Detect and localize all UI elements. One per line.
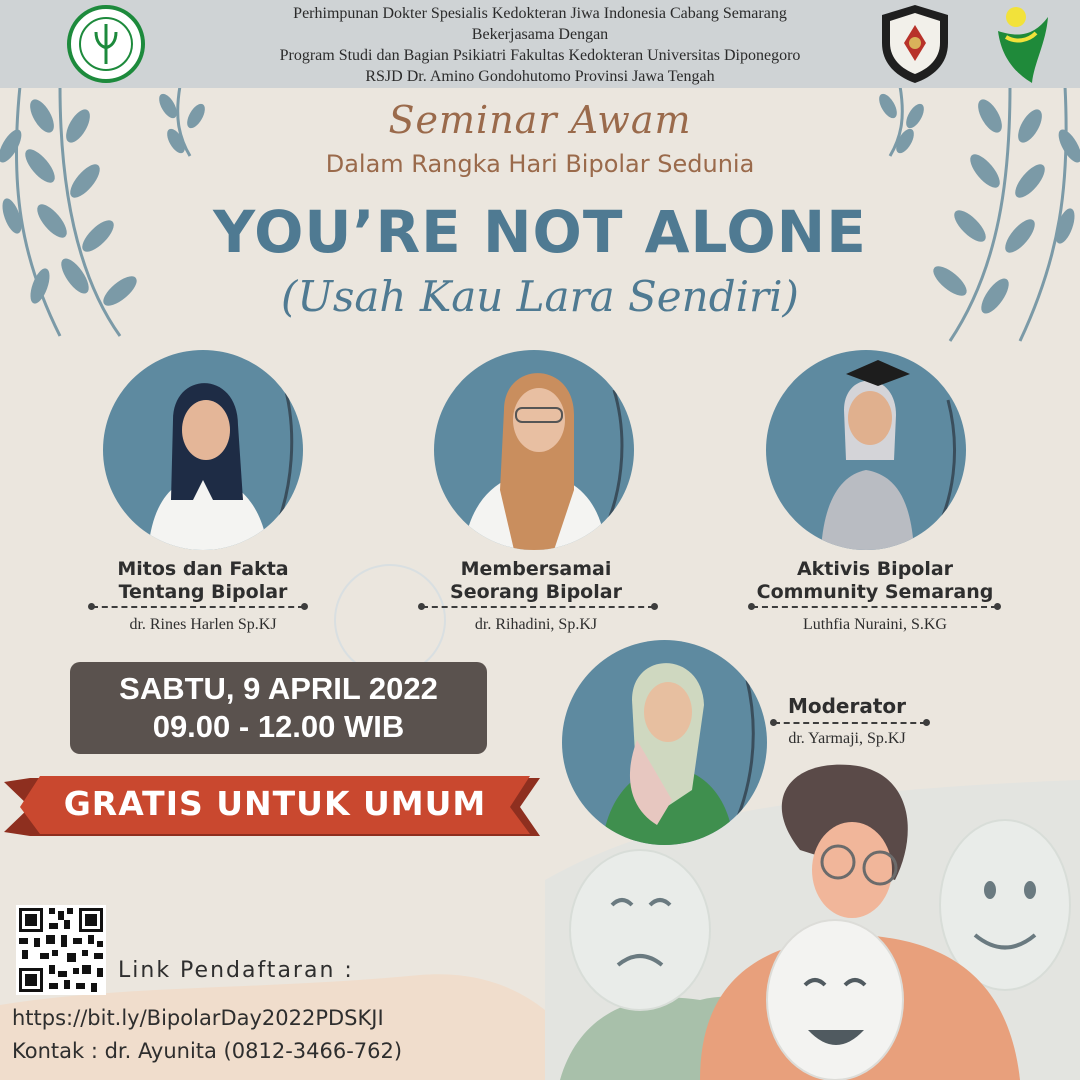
free-banner-text: GRATIS UNTUK UMUM bbox=[63, 784, 487, 823]
pdskji-emblem-icon bbox=[66, 4, 146, 84]
contact-info: Kontak : dr. Ayunita (0812-3466-762) bbox=[12, 1039, 403, 1063]
event-date: SABTU, 9 APRIL 2022 bbox=[119, 671, 438, 706]
divider-dot bbox=[651, 603, 658, 610]
moderator-name: dr. Yarmaji, Sp.KJ bbox=[788, 730, 906, 747]
event-subtitle: (Usah Kau Lara Sendiri) bbox=[281, 272, 799, 321]
divider-dot bbox=[994, 603, 1001, 610]
registration-link[interactable]: https://bit.ly/BipolarDay2022PDSKJI bbox=[12, 1006, 384, 1030]
registration-label: Link Pendaftaran : bbox=[118, 958, 354, 983]
speaker-topic-1 bbox=[80, 558, 326, 604]
speaker-portrait-1 bbox=[103, 350, 303, 550]
speaker-portrait-3 bbox=[766, 350, 966, 550]
header-band bbox=[0, 0, 1080, 88]
divider-dot bbox=[748, 603, 755, 610]
divider-dot bbox=[418, 603, 425, 610]
header-line-4: RSJD Dr. Amino Gondohutomo Provinsi Jawa Tengah bbox=[365, 68, 715, 85]
event-occasion: Dalam Rangka Hari Bipolar Sedunia bbox=[325, 150, 755, 178]
header-line-1: Perhimpunan Dokter Spesialis Kedokteran Jiwa Indonesia Cabang Semarang bbox=[293, 5, 787, 22]
speaker-name-1: dr. Rines Harlen Sp.KJ bbox=[129, 616, 277, 633]
divider-2 bbox=[422, 606, 654, 608]
speaker-topic-3 bbox=[735, 558, 1015, 604]
speaker-name-2: dr. Rihadini, Sp.KJ bbox=[474, 616, 598, 633]
speaker-photo-1 bbox=[103, 350, 303, 550]
header-line-3: Program Studi dan Bagian Psikiatri Fakultas Kedokteran Universitas Diponegoro bbox=[279, 47, 801, 64]
registration-qr-code[interactable] bbox=[16, 905, 106, 995]
divider-1 bbox=[92, 606, 304, 608]
speaker-topic-3-line2: Community Semarang bbox=[756, 581, 994, 603]
divider-dot bbox=[88, 603, 95, 610]
divider-dot bbox=[923, 719, 930, 726]
speaker-photo-2 bbox=[434, 350, 634, 550]
header-organizer-text bbox=[200, 3, 880, 87]
moderator-role: Moderator bbox=[787, 694, 907, 718]
speaker-topic-2 bbox=[413, 558, 659, 604]
undip-seal-icon bbox=[880, 3, 950, 85]
qr-code-icon bbox=[16, 905, 106, 995]
header-line-2: Bekerjasama Dengan bbox=[471, 26, 609, 43]
speaker-topic-2-line1: Membersamai bbox=[460, 558, 612, 580]
event-time: 09.00 - 12.00 WIB bbox=[152, 709, 405, 744]
divider-dot bbox=[770, 719, 777, 726]
divider-dot bbox=[301, 603, 308, 610]
divider-3 bbox=[752, 606, 997, 608]
speaker-topic-3-line1: Aktivis Bipolar bbox=[796, 558, 954, 580]
rsjd-figure-icon bbox=[992, 3, 1052, 85]
moderator-portrait bbox=[562, 640, 767, 845]
speaker-portrait-2 bbox=[434, 350, 634, 550]
moderator-divider bbox=[774, 722, 926, 724]
event-schedule-box bbox=[70, 662, 487, 754]
speaker-photo-3 bbox=[766, 350, 966, 550]
seminar-kicker: Seminar Awam bbox=[388, 98, 692, 142]
speaker-topic-1-line1: Mitos dan Fakta bbox=[117, 558, 289, 580]
speaker-name-3: Luthfia Nuraini, S.KG bbox=[803, 616, 947, 633]
speaker-topic-1-line2: Tentang Bipolar bbox=[118, 581, 288, 603]
event-title: YOU’RE NOT ALONE bbox=[213, 198, 867, 266]
moderator-photo bbox=[562, 640, 767, 845]
speaker-topic-2-line2: Seorang Bipolar bbox=[450, 581, 622, 603]
